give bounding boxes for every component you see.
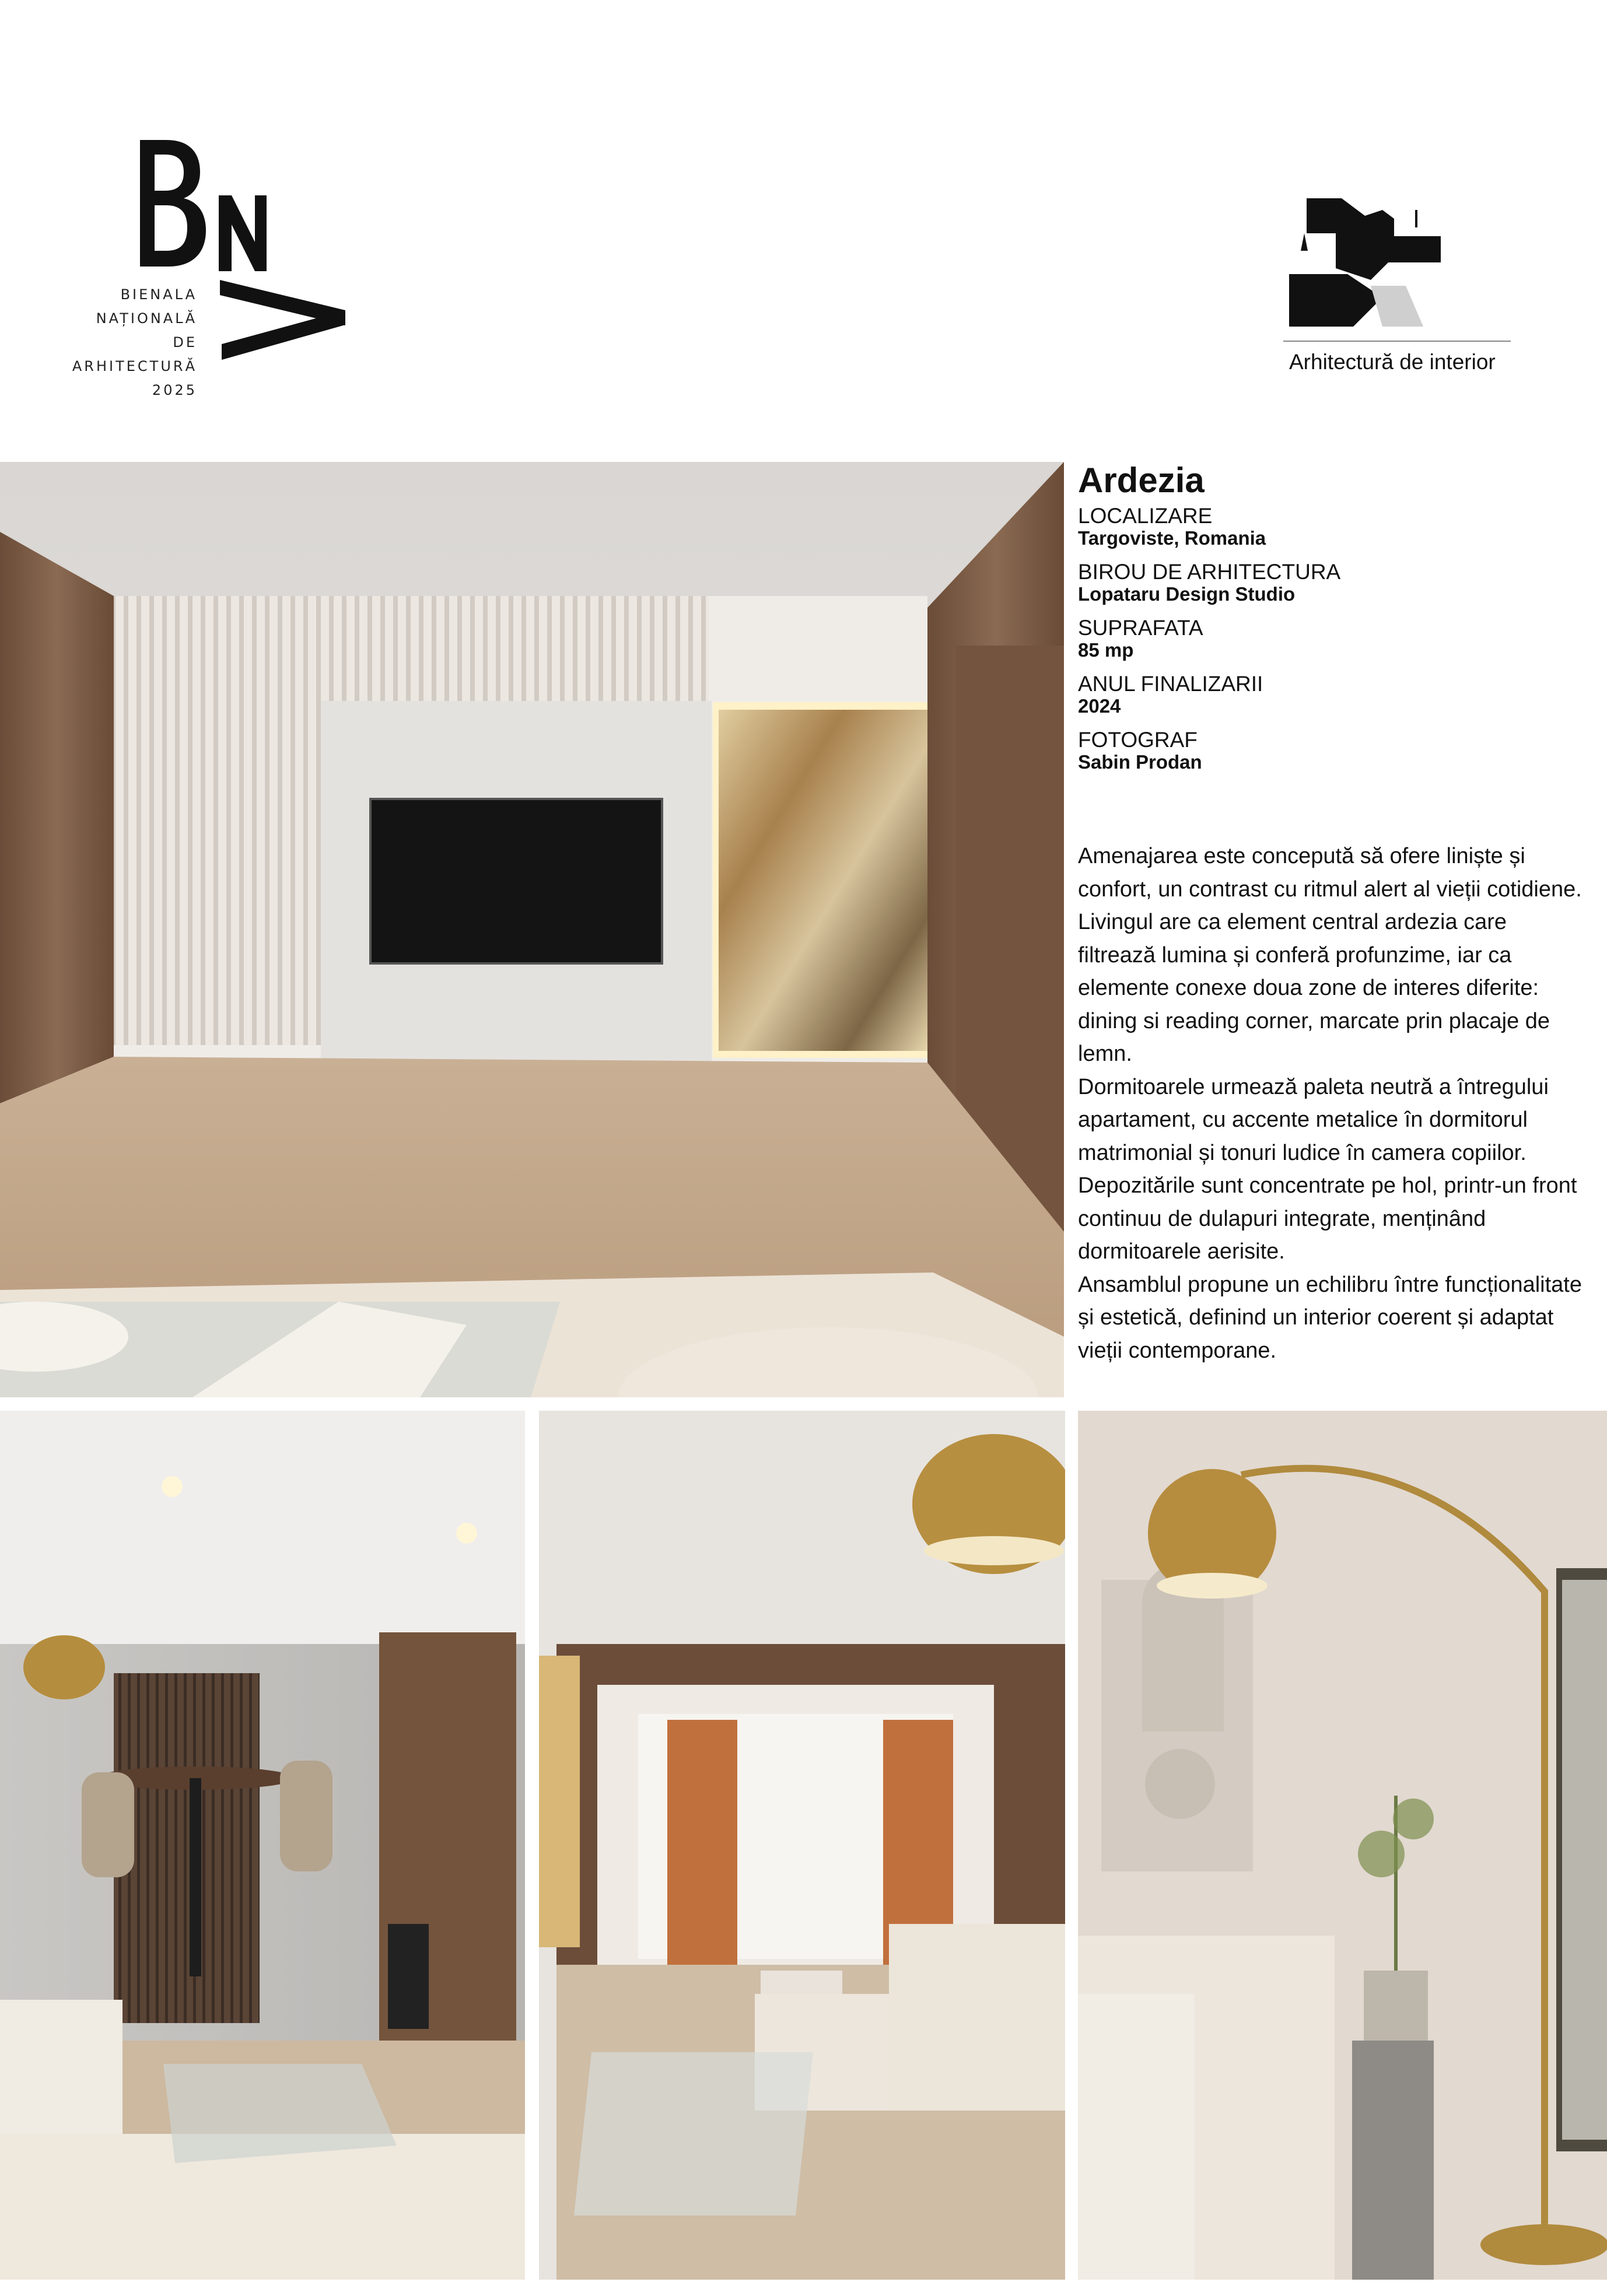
- photo-dining-area: [0, 1411, 525, 2280]
- interior-architecture-caption: Arhitectură de interior: [1289, 350, 1496, 374]
- field-label-photographer: FOTOGRAF: [1078, 728, 1198, 752]
- field-value-area: 85 mp: [1078, 639, 1134, 661]
- description-paragraph: Livingul are ca element central ardezia care filtrează lumina și conferă profunzime, iar ca elemente conexe doua zone de interes diferite: dining si reading corner, marcate prin placaje de lemn.: [1078, 910, 1550, 1066]
- bna-line-5: 2025: [152, 382, 197, 398]
- bna-logo: [72, 137, 350, 405]
- project-info: [1078, 461, 1585, 784]
- photo-lamp-corner: [1078, 1411, 1607, 2280]
- interior-architecture-mark-icon: [1283, 192, 1517, 344]
- description-paragraph: Depozitările sunt concentrate pe hol, printr-un front continuu de dulapuri integrate, menținând dormitoarele aerisite.: [1078, 1173, 1577, 1264]
- field-label-area: SUPRAFATA: [1078, 616, 1203, 640]
- field-label-architecture-office: BIROU DE ARHITECTURA: [1078, 560, 1341, 584]
- project-description: [1078, 840, 1585, 1367]
- field-label-location: LOCALIZARE: [1078, 504, 1213, 528]
- field-label-completion-year: ANUL FINALIZARII: [1078, 672, 1263, 696]
- bna-line-2: NAȚIONALĂ: [96, 310, 197, 327]
- description-paragraph: Dormitoarele urmează paleta neutră a întregului apartament, cu accente metalice în dormitorul matrimonial și tonuri ludice în camera copiilor.: [1078, 1074, 1549, 1165]
- bna-line-4: ARHITECTURĂ: [72, 358, 197, 374]
- field-value-location: Targoviste, Romania: [1078, 527, 1266, 549]
- bna-line-3: DE: [173, 334, 197, 350]
- description-paragraph: Ansamblul propune un echilibru între funcționalitate și estetică, definind un interior coerent și adaptat vieții contemporane.: [1078, 1272, 1582, 1363]
- project-title: Ardezia: [1078, 461, 1205, 500]
- bna-line-1: BIENALA: [120, 286, 197, 303]
- field-value-photographer: Sabin Prodan: [1078, 751, 1202, 773]
- interior-architecture-logo: [1283, 192, 1517, 397]
- photo-reading-corner: [539, 1411, 1065, 2280]
- field-value-completion-year: 2024: [1078, 695, 1121, 717]
- description-paragraph: Amenajarea este concepută să ofere liniște și confort, un contrast cu ritmul alert al vieții cotidiene.: [1078, 844, 1582, 902]
- photo-living-room-tv-wall: [0, 462, 1064, 1397]
- field-value-architecture-office: Lopataru Design Studio: [1078, 583, 1296, 605]
